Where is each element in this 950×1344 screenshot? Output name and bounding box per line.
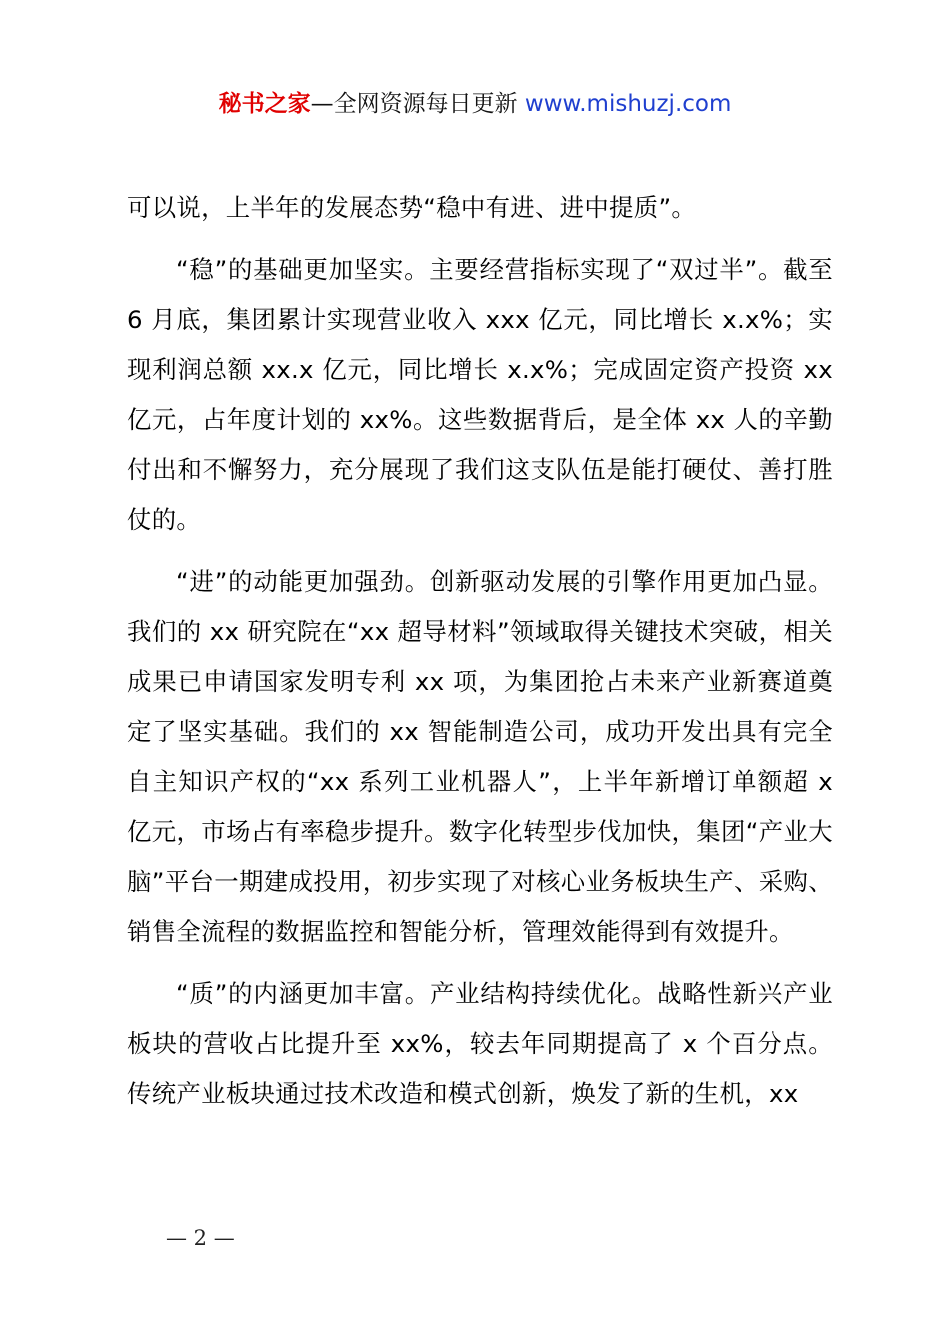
header-tagline: —全网资源每日更新 xyxy=(310,91,518,117)
paragraph-3: “进”的动能更加强劲。创新驱动发展的引擎作用更加凸显。我们的 xx 研究院在“xx 超导材料”领域取得关键技术突破，相关成果已申请国家发明专利 xx 项，为集团抢占未来产业新赛道奠定了坚实基础。我们的 xx 智能制造公司，成功开发出具有完全自主知识产权的“xx 系列工业机器人”，上半年新增订单额超 x 亿元，市场占有率稳步提升。数字化转型步伐加快，集团“产业大脑”平台一期建成投用，初步实现了对核心业务板块生产、采购、销售全流程的数据监控和智能分析，管理效能得到有效提升。 xyxy=(127,567,833,946)
site-url-link[interactable]: www.mishuzj.com xyxy=(524,91,732,117)
paragraph-2: “稳”的基础更加坚实。主要经营指标实现了“双过半”。截至 6 月底，集团累计实现营业收入 xxx 亿元，同比增长 x.x%；实现利润总额 xx.x 亿元，同比增长 x.x%；完成固定资产投资 xx 亿元，占年度计划的 xx%。这些数据背后，是全体 xx 人的辛勤付出和不懈努力，充分展现了我们这支队伍是能打硬仗、善打胜仗的。 xyxy=(127,255,833,534)
brand-name: 秘书之家 xyxy=(218,91,311,117)
paragraph-1: 可以说，上半年的发展态势“稳中有进、进中提质”。 xyxy=(127,193,697,222)
paragraph-4: “质”的内涵更加丰富。产业结构持续优化。战略性新兴产业板块的营收占比提升至 xx%，较去年同期提高了 x 个百分点。传统产业板块通过技术改造和模式创新，焕发了新的生机，xx xyxy=(127,979,833,1108)
document-body xyxy=(127,183,833,1119)
page-header xyxy=(0,86,950,122)
page-number: — 2 — xyxy=(166,1226,235,1250)
